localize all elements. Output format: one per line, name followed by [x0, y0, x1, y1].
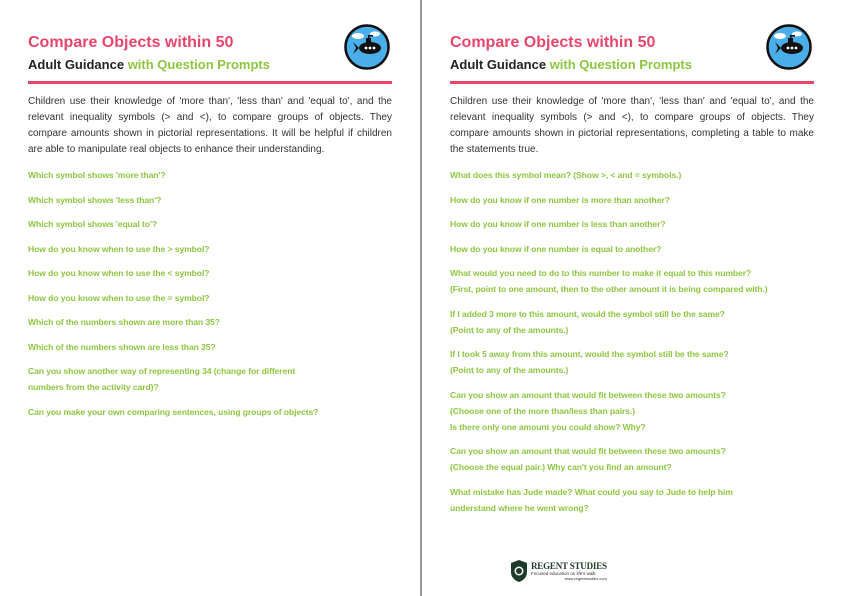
subtitle-green: with Question Prompts [549, 57, 692, 72]
question-prompt [450, 306, 814, 338]
page-subtitle [450, 57, 692, 72]
intro-paragraph: Children use their knowledge of 'more than', 'less than' and 'equal to', and the relevant inequality symbols (> and <), to compare groups of objects. They compare amounts shown in pictorial representations, completing a table to make the statements true. [450, 96, 814, 155]
question-line: Is there only one amount you could show? Why? [450, 421, 646, 432]
question-line: What does this symbol mean? (Show >, < and = symbols.) [450, 170, 682, 180]
question-prompt [450, 216, 814, 232]
question-line: (Point to any of the amounts.) [450, 365, 569, 375]
question-line: Can you show another way of representing 34 (change for different [28, 366, 296, 376]
question-prompt [450, 241, 814, 257]
question-prompt [450, 346, 814, 378]
question-prompt [28, 192, 392, 208]
question-prompt [450, 484, 814, 516]
question-line: How do you know if one number is less than another? [450, 219, 666, 229]
logo-tagline: Focused education on life's walk [531, 571, 596, 576]
page-subtitle [28, 57, 270, 72]
question-prompt [28, 167, 392, 183]
question-line: If I added 3 more to this amount, would the symbol still be the same? [450, 308, 725, 319]
submarine-icon [766, 24, 812, 70]
question-prompt [450, 167, 814, 183]
question-line: Which symbol shows 'less than'? [28, 194, 162, 205]
question-line: Can you show an amount that would fit between these two amounts? [450, 389, 726, 400]
question-line: Which of the numbers shown are more than 35? [28, 317, 220, 327]
question-line: If I took 5 away from this amount, would the symbol still be the same? [450, 349, 729, 359]
intro-paragraph: Children use their knowledge of 'more than', 'less than' and 'equal to', and the relevant inequality symbols (> and <), to compare groups of objects. They compare amounts shown in pictorial representations. It will be helpful if children are able to manipulate real objects to enhance their understanding. [28, 96, 392, 155]
question-list [450, 167, 814, 516]
title-rule [450, 81, 814, 84]
question-prompt [450, 192, 814, 208]
regent-studies-logo [510, 560, 607, 582]
question-line: numbers from the activity card)? [28, 382, 159, 392]
subtitle-dark: Adult Guidance [28, 57, 125, 72]
question-prompt [450, 443, 814, 475]
question-prompt [28, 404, 392, 420]
logo-url: www.regentstudies.com [564, 576, 607, 581]
question-line: understand where he went wrong? [450, 502, 589, 513]
title-rule [28, 81, 392, 84]
subtitle-green: with Question Prompts [127, 57, 270, 72]
question-line: What would you need to do to this number to make it equal to this number? [450, 268, 752, 278]
question-prompt [28, 339, 392, 355]
question-prompt [450, 387, 814, 435]
question-line: (First, point to one amount, then to the other amount it is being compared with.) [450, 284, 768, 294]
crest-icon [510, 560, 528, 582]
page-title: Compare Objects within 50 [450, 34, 656, 51]
page-divider [420, 0, 422, 596]
question-line: What mistake has Jude made? What could you say to Jude to help him [450, 486, 733, 497]
question-prompt [450, 265, 814, 297]
question-line: Can you show an amount that would fit between these two amounts? [450, 446, 726, 456]
question-prompt [28, 216, 392, 232]
submarine-icon [344, 24, 390, 70]
question-prompt [28, 290, 392, 306]
question-line: Which symbol shows 'equal to'? [28, 219, 158, 229]
question-line: How do you know if one number is more than another? [450, 194, 670, 205]
question-list [28, 167, 392, 420]
logo-name: REGENT STUDIES [531, 561, 607, 571]
question-prompt [28, 314, 392, 330]
question-prompt [28, 363, 392, 395]
question-line: Which symbol shows 'more than'? [28, 170, 166, 180]
question-line: How do you know when to use the > symbol? [28, 243, 210, 254]
subtitle-dark: Adult Guidance [450, 57, 547, 72]
question-prompt [28, 241, 392, 257]
question-line: How do you know if one number is equal to another? [450, 243, 662, 254]
question-prompt [28, 265, 392, 281]
question-line: Can you make your own comparing sentences, using groups of objects? [28, 406, 319, 417]
page-title: Compare Objects within 50 [28, 34, 234, 51]
question-line: How do you know when to use the < symbol? [28, 268, 210, 278]
question-line: How do you know when to use the = symbol? [28, 292, 210, 303]
question-line: Which of the numbers shown are less than 35? [28, 341, 216, 352]
question-line: (Point to any of the amounts.) [450, 324, 569, 335]
question-line: (Choose the equal pair.) Why can't you find an amount? [450, 462, 672, 472]
question-line: (Choose one of the more than/less than pairs.) [450, 405, 635, 416]
